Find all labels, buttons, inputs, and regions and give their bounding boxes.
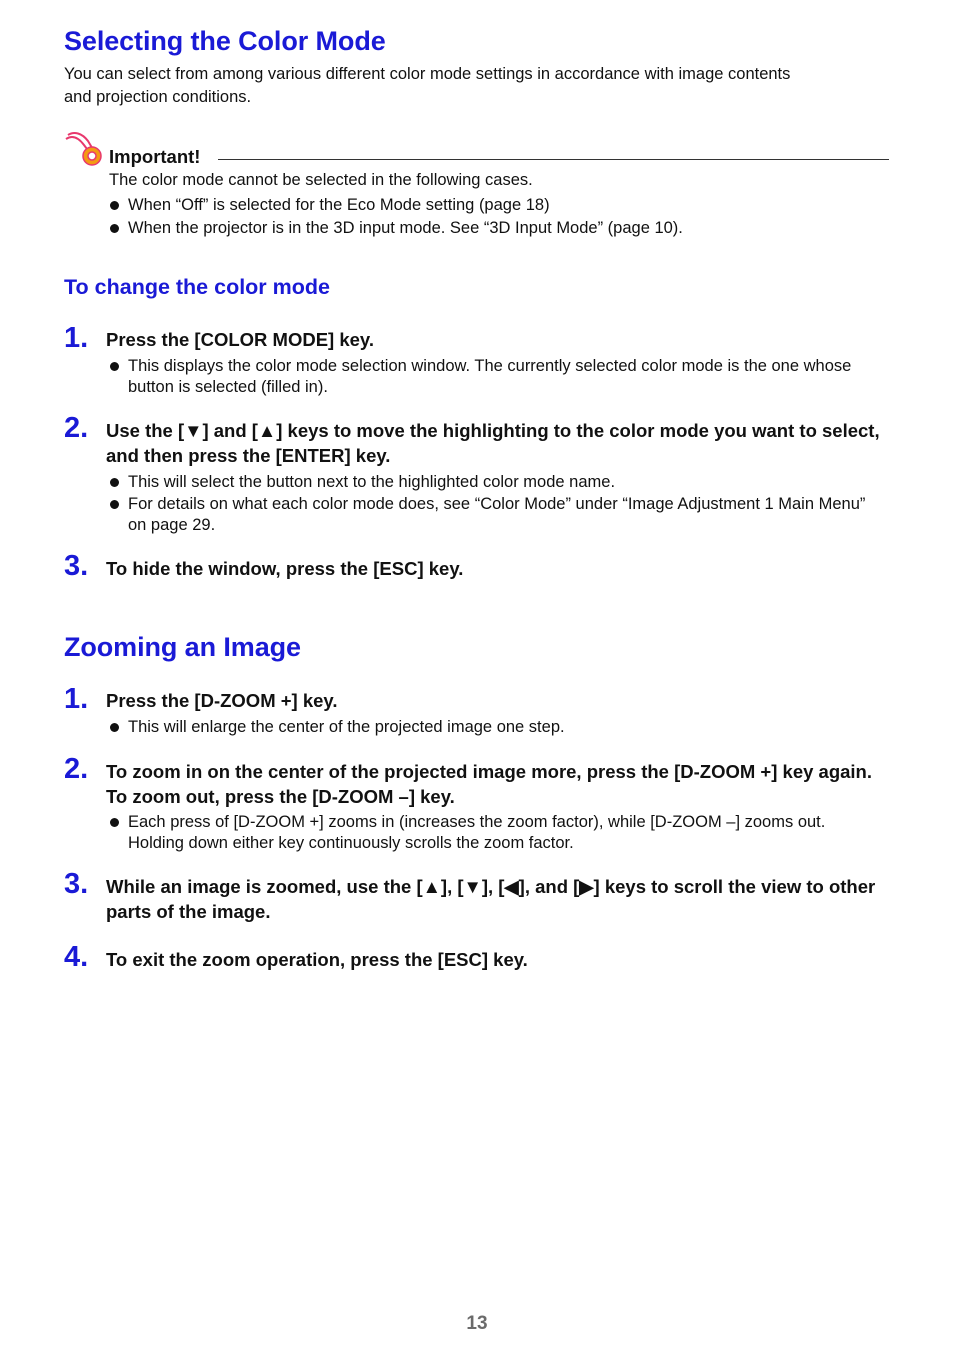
step-number: 1. [64,683,89,715]
subsection-title-change-color-mode: To change the color mode [64,275,330,299]
step-number: 1. [64,322,89,354]
step-note: Each press of [D-ZOOM +] zooms in (increases the zoom factor), while [D-ZOOM –] zooms out. Holding down either key continuously scrolls the zoom factor. [128,812,873,854]
section-intro [64,63,904,109]
step-instruction: Press the [D-ZOOM +] key. [106,690,338,711]
section-title-zooming: Zooming an Image [64,632,301,662]
step-instruction: To zoom in on the center of the projected image more, press the [D-ZOOM +] key again. To zoom out, press the [D-ZOOM –] key. [106,761,872,807]
step-number: 3. [64,868,89,900]
step-instruction: Use the [▼] and [▲] keys to move the highlighting to the color mode you want to select, and then press the [ENTER] key. [106,420,880,466]
intro-line: You can select from among various different color mode settings in accordance with image contents [64,65,791,83]
step-number: 2. [64,753,89,785]
step-instruction: To hide the window, press the [ESC] key. [106,558,464,579]
important-bullet: When the projector is in the 3D input mode. See “3D Input Mode” (page 10). [128,218,888,239]
important-divider [218,159,889,160]
step-number: 2. [64,412,89,444]
step-note: This will enlarge the center of the projected image one step. [128,717,888,738]
step-note: This will select the button next to the highlighted color mode name. [128,472,888,493]
page-number: 13 [466,1313,488,1334]
step-number: 4. [64,941,89,973]
step-note: This displays the color mode selection window. The currently selected color mode is the one whose button is selected (filled in). [128,356,888,398]
important-label: Important! [109,146,201,167]
section-title-color-mode: Selecting the Color Mode [64,26,386,56]
important-bullet: When “Off” is selected for the Eco Mode setting (page 18) [128,195,888,216]
step-note: For details on what each color mode does, see “Color Mode” under “Image Adjustment 1 Main Menu” on page 29. [128,494,868,536]
important-text: The color mode cannot be selected in the following cases. [109,171,533,189]
step-number: 3. [64,550,89,582]
step-instruction: To exit the zoom operation, press the [ESC] key. [106,949,528,970]
important-pin-icon [64,129,106,169]
step-instruction: While an image is zoomed, use the [▲], [▼], [◀], and [▶] keys to scroll the view to other parts of the image. [106,876,876,922]
intro-line: and projection conditions. [64,88,252,106]
step-instruction: Press the [COLOR MODE] key. [106,329,374,350]
